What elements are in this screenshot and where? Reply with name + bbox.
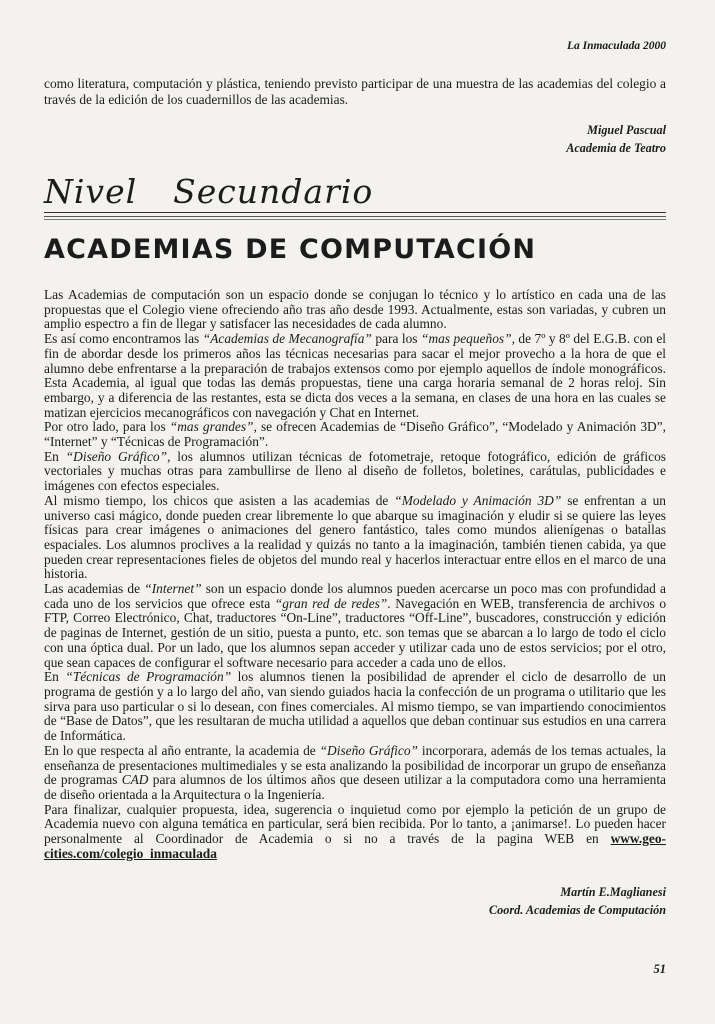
section-title-word: Nivel	[44, 172, 138, 211]
paragraph: En “Técnicas de Programación” los alumnos tienen la posibilidad de aprender el ciclo de desarrollo de un programa de gestión y a lo largo del año, van siendo guiados hacia la confección de un programa o utilitario que les sirva para uso particular o si lo desean, con fines comerciales. Al mismo tiempo, se van impartiendo conocimientos de “Base de Datos”, que les resultaran de mucha utilidad a aquellos que deban continuar sus estudios en una carrera de Informática.	[44, 669, 666, 744]
running-head: La Inmaculada 2000	[566, 40, 666, 52]
paragraph: Al mismo tiempo, los chicos que asisten a las academias de “Modelado y Animación 3D” se enfrentan a un universo casi mágico, donde pueden crear libremente lo que abarque su imaginación y eludir si se quiere las leyes físicas para crear imágenes o animaciones del genero fantástico, tales como mundos alienígenas o batallas espaciales. Los alumnos proclives a la realidad y quizás no tanto a la imaginación, también tienen cabida, ya que pueden crear representaciones fieles de objetos del mundo real y hacerlos interactuar entre ellos en el marco de una historia.	[44, 492, 666, 582]
signature-role: Coord. Academias de Computación	[489, 903, 666, 917]
signature-name: Martín E.Maglianesi	[560, 885, 666, 899]
paragraph: Las academias de “Internet” son un espacio donde los alumnos pueden acercarse un poco mas con profundidad a cada uno de los servicios que ofrece esta “gran red de redes”. Navegación en WEB, transferencia de archivos o FTP, Correo Electrónico, Chat, traductores “On-Line”, traductores “Off-Line”, buscadores, construcción y edición de paginas de Internet, gestión de un sitio, puesta a punto, etc. son temas que se abarcan a lo largo de todo el ciclo con una óptica dual. Por un lado, que los alumnos sepan acceder y utilizar cada uno de estos servicios; por el otro, que sean capaces de configurar el software necesario para acceder a cada uno de ellos.	[44, 581, 667, 670]
document-page	[44, 0, 666, 1024]
paragraph: En lo que respecta al año entrante, la academia de “Diseño Gráfico” incorporara, además de los temas actuales, la enseñanza de presentaciones multimediales y se esta analizando la posibilidad de incorporar un grupo de enseñanza de programas CAD para alumnos de los últimos años que deseen utilizar a la computadora como una herramienta de diseño orientada a la Arquitectura o la Ingeniería.	[44, 742, 667, 802]
section-title-word: Secundario	[173, 172, 374, 211]
intro-paragraph: como literatura, computación y plástica, teniendo previsto participar de una muestra de las academias del colegio a través de la edición de los cuadernillos de las academias.	[44, 76, 666, 107]
paragraph: En “Diseño Gráfico”, los alumnos utilizan técnicas de fotometraje, retoque fotográfico, edición de gráficos vectoriales y muchas otras para zambullirse de lleno al diseño de folletos, boletines, carátulas, publicidades e imágenes con efectos especiales.	[44, 448, 666, 494]
paragraph: Para finalizar, cualquier propuesta, idea, sugerencia o inquietud como por ejemplo la petición de un grupo de Academia nuevo con alguna temática en particular, será bien recibida. Por lo tanto, a ¡animarse!. Lo pueden hacer personalmente al Coordinador de Academia o si no a través de la pagina WEB en www.geo-cities.com/colegio_inmaculada	[44, 801, 666, 861]
article-signature	[489, 883, 666, 919]
paragraph: Las Academias de computación son un espacio donde se conjugan lo técnico y lo artístico en cada una de las propuestas que el Colegio viene ofreciendo año tras año desde 1993. Actualmente, estas son variadas, y cubren un amplio espectro a fin de llegar y satisfacer las necesidades de cada alumno.	[44, 287, 666, 332]
paragraph: Por otro lado, para los “mas grandes”, se ofrecen Academias de “Diseño Gráfico”, “Modelado y Animación 3D”, “Internet” y “Técnicas de Programación”.	[44, 419, 667, 450]
article-heading: ACADEMIAS DE COMPUTACIÓN	[44, 234, 537, 265]
divider	[44, 216, 666, 217]
section-title	[44, 172, 373, 211]
page-number: 51	[653, 962, 666, 976]
website-link[interactable]: www.geo-cities.com/colegio_inmaculada	[44, 831, 666, 861]
intro-signature	[566, 121, 666, 157]
signature-name: Miguel Pascual	[587, 123, 666, 137]
divider	[44, 212, 666, 213]
divider	[44, 219, 666, 220]
article-body	[44, 288, 666, 861]
paragraph: Es así como encontramos las “Academias de Mecanografía” para los “mas pequeños”, de 7º y 8º del E.G.B. con el fin de abordar desde los primeros años las técnicas necesarias para sacar el mejor provecho a la hora de que el alumno debe enfrentarse a la preparación de trabajos extensos como por ejemplo aquellos de índole monográficos. Esta Academia, al igual que todas las demás propuestas, tiene una carga horaria semanal de 2 horas reloj. Sin embargo, y a diferencia de las restantes, esta se dicta dos veces a la semana, en clases de una hora en las cuales se matizan ejercicios mecanográficos con navegación y Chat en Internet.	[44, 331, 667, 420]
signature-role: Academia de Teatro	[566, 141, 666, 155]
